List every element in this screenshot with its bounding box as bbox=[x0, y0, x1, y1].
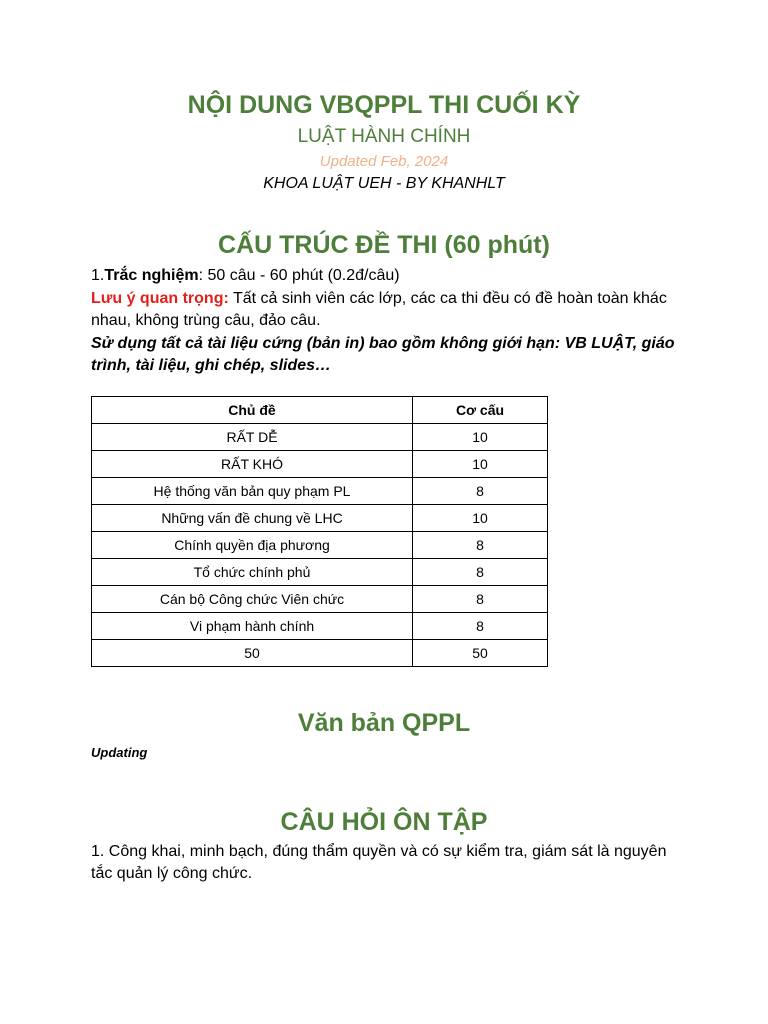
table-cell-count: 8 bbox=[413, 478, 548, 505]
table-cell-count: 10 bbox=[413, 451, 548, 478]
table-cell-count: 8 bbox=[413, 559, 548, 586]
exam-item-1 bbox=[91, 265, 691, 287]
table-header-row bbox=[92, 397, 548, 424]
important-note-text: Tất cả sinh viên các lớp, các ca thi đều có đề hoàn toàn khác nhau, không trùng câu, đảo câu. bbox=[91, 290, 667, 329]
table-cell-topic: Hệ thống văn bản quy phạm PL bbox=[92, 478, 413, 505]
table-row bbox=[92, 559, 548, 586]
updated-date: Updated Feb, 2024 bbox=[319, 153, 449, 170]
important-note-label: Lưu ý quan trọng: bbox=[91, 290, 229, 307]
table-cell-count: 8 bbox=[413, 532, 548, 559]
table-cell-count: 10 bbox=[413, 505, 548, 532]
table-header-count: Cơ cấu bbox=[413, 397, 548, 424]
table-row bbox=[92, 586, 548, 613]
document-subtitle: LUẬT HÀNH CHÍNH bbox=[297, 126, 471, 147]
table-cell-topic: Vi phạm hành chính bbox=[92, 613, 413, 640]
exam-structure-heading: CẤU TRÚC ĐỀ THI (60 phút) bbox=[218, 231, 550, 259]
table-cell-total-count: 50 bbox=[413, 640, 548, 667]
review-question-1: 1. Công khai, minh bạch, đúng thẩm quyền và có sự kiểm tra, giám sát là nguyên tắc quản lý công chức. bbox=[91, 843, 667, 882]
table-cell-count: 8 bbox=[413, 613, 548, 640]
table-row bbox=[92, 532, 548, 559]
legal-docs-heading: Văn bản QPPL bbox=[297, 709, 471, 737]
exam-item-number: 1. bbox=[91, 267, 105, 284]
table-row bbox=[92, 424, 548, 451]
table-cell-topic: Những vấn đề chung về LHC bbox=[92, 505, 413, 532]
legal-docs-status: Updating bbox=[91, 745, 148, 760]
materials-note: Sử dụng tất cả tài liệu cứng (bản in) bao gồm không giới hạn: VB LUẬT, giáo trình, tài liệu, ghi chép, slides… bbox=[91, 335, 675, 374]
table-cell-total-topic: 50 bbox=[92, 640, 413, 667]
exam-item-detail: : 50 câu - 60 phút (0.2đ/câu) bbox=[198, 267, 400, 284]
table-row bbox=[92, 451, 548, 478]
review-heading: CÂU HỎI ÔN TẬP bbox=[280, 808, 488, 836]
table-header-topic: Chủ đề bbox=[92, 397, 413, 424]
table-cell-count: 8 bbox=[413, 586, 548, 613]
table-cell-count: 10 bbox=[413, 424, 548, 451]
table-row bbox=[92, 505, 548, 532]
table-row bbox=[92, 478, 548, 505]
important-note bbox=[91, 288, 691, 332]
faculty-credit: KHOA LUẬT UEH - BY KHANHLT bbox=[263, 175, 505, 192]
table-cell-topic: Tổ chức chính phủ bbox=[92, 559, 413, 586]
exam-item-label: Trắc nghiệm bbox=[104, 267, 199, 284]
table-cell-topic: Cán bộ Công chức Viên chức bbox=[92, 586, 413, 613]
table-cell-topic: Chính quyền địa phương bbox=[92, 532, 413, 559]
exam-structure-table bbox=[91, 396, 548, 667]
table-cell-topic: RẤT KHÓ bbox=[92, 451, 413, 478]
document-title: NỘI DUNG VBQPPL THI CUỐI KỲ bbox=[187, 91, 581, 119]
table-total-row bbox=[92, 640, 548, 667]
table-row bbox=[92, 613, 548, 640]
table-cell-topic: RẤT DỄ bbox=[92, 424, 413, 451]
